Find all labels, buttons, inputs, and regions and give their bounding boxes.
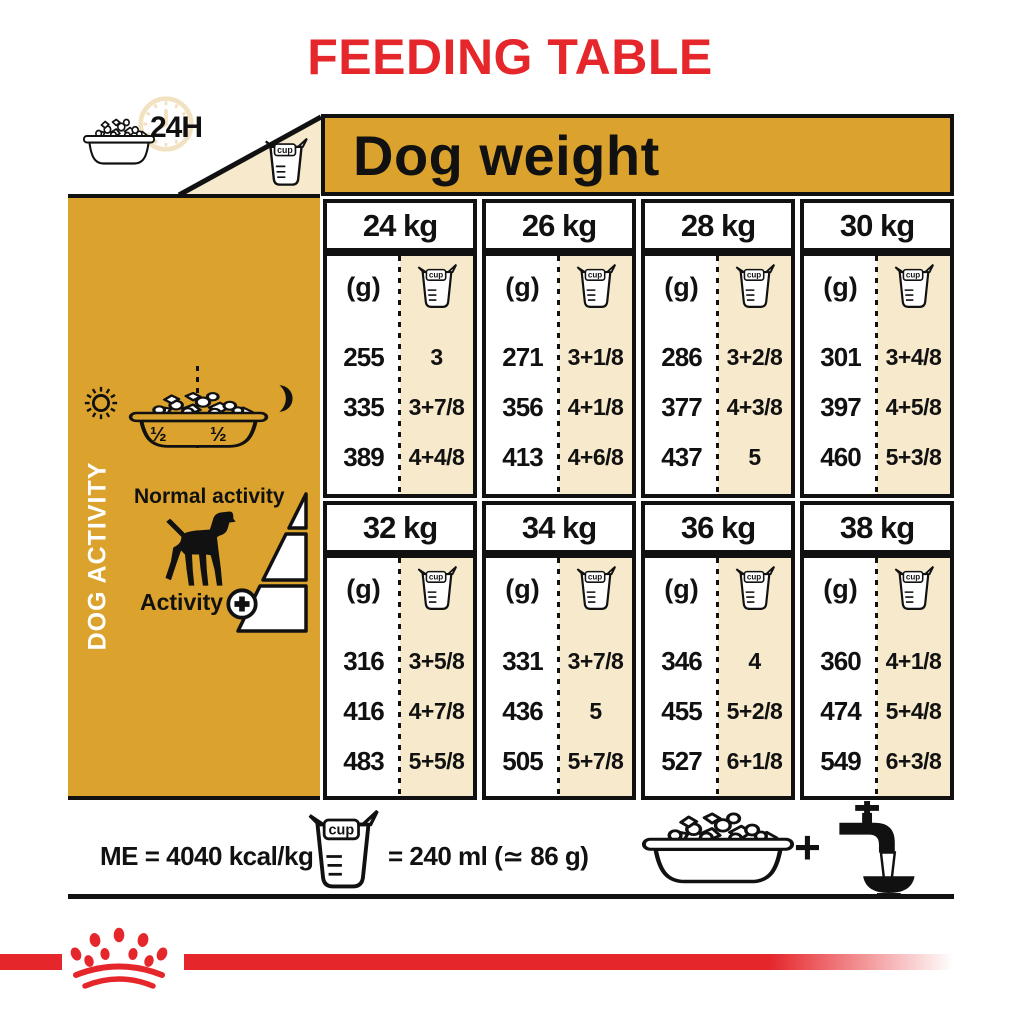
- grams-half: [804, 558, 877, 796]
- plus-sign: +: [794, 821, 821, 873]
- grams-value: 360: [820, 645, 861, 676]
- dotted-divider: [875, 558, 878, 796]
- cups-value: 3+1/8: [567, 343, 624, 370]
- cups-half: [559, 256, 632, 494]
- dog-activity-vertical-label: DOG ACTIVITY: [83, 461, 112, 651]
- weight-body: [800, 554, 954, 800]
- cups-value: 5+4/8: [885, 697, 942, 724]
- cup-equivalence-label: = 240 ml (≃ 86 g): [388, 841, 589, 871]
- grams-value: 397: [820, 391, 861, 422]
- weight-header: [800, 199, 954, 252]
- weight-value: 28 kg: [680, 207, 756, 243]
- cups-half: [400, 558, 473, 796]
- grams-unit-label: (g): [823, 573, 858, 604]
- grams-half: [804, 256, 877, 494]
- grams-unit-label: (g): [664, 271, 699, 302]
- cups-value: 3+7/8: [567, 647, 624, 674]
- cups-value: 4+6/8: [567, 443, 624, 470]
- cups-value: 5+3/8: [885, 443, 942, 470]
- measuring-cup-icon: [735, 566, 775, 612]
- grams-value: 527: [661, 745, 702, 776]
- grams-half: [327, 256, 400, 494]
- cups-value: 3+5/8: [408, 647, 465, 674]
- dotted-divider: [398, 558, 401, 796]
- dotted-divider: [716, 558, 719, 796]
- dog-activity-panel: [68, 194, 320, 800]
- sun-icon: [82, 384, 120, 422]
- cups-value: 5+2/8: [726, 697, 783, 724]
- page-title: FEEDING TABLE: [307, 29, 713, 85]
- grams-value: 271: [502, 341, 543, 372]
- weight-value: 32 kg: [362, 509, 438, 545]
- dotted-divider: [557, 256, 560, 494]
- grams-value: 255: [343, 341, 384, 372]
- weight-header: [482, 501, 636, 554]
- grams-half: [645, 558, 718, 796]
- measuring-cup-icon: [417, 264, 457, 310]
- cups-value: 5: [589, 697, 602, 724]
- dotted-divider: [557, 558, 560, 796]
- grams-unit-label: (g): [664, 573, 699, 604]
- weight-body: [482, 554, 636, 800]
- weight-header: [641, 199, 795, 252]
- measuring-cup-icon: [576, 264, 616, 310]
- weight-body: [323, 252, 477, 498]
- cups-value: 5: [748, 443, 761, 470]
- cups-value: 4+1/8: [885, 647, 942, 674]
- weight-value: 30 kg: [839, 207, 915, 243]
- dog-weight-label: Dog weight: [353, 123, 660, 187]
- cups-value: 5+5/8: [408, 747, 465, 774]
- grams-value: 460: [820, 441, 861, 472]
- weight-body: [482, 252, 636, 498]
- moon-icon: [274, 382, 297, 415]
- measuring-cup-icon: [894, 264, 934, 310]
- weight-column-26kg: [482, 199, 636, 498]
- plus-circle-icon: [225, 587, 259, 621]
- weight-column-34kg: [482, 501, 636, 800]
- grams-value: 455: [661, 695, 702, 726]
- grams-unit-label: (g): [505, 271, 540, 302]
- cups-value: 4+4/8: [408, 443, 465, 470]
- cups-value: 4+7/8: [408, 697, 465, 724]
- weight-header: [323, 199, 477, 252]
- grams-half: [486, 256, 559, 494]
- weight-value: 36 kg: [680, 509, 756, 545]
- cups-half: [400, 256, 473, 494]
- cups-value: 4+3/8: [726, 393, 783, 420]
- grams-value: 483: [343, 745, 384, 776]
- weight-value: 38 kg: [839, 509, 915, 545]
- dog-silhouette-icon: [160, 509, 238, 589]
- royal-canin-crown-logo: [66, 927, 172, 993]
- half-portion-right: ½: [210, 424, 227, 446]
- weight-column-24kg: [323, 199, 477, 498]
- cups-value: 6+3/8: [885, 747, 942, 774]
- dog-weight-header: [321, 114, 954, 196]
- cups-half: [559, 558, 632, 796]
- grams-value: 437: [661, 441, 702, 472]
- weight-value: 26 kg: [521, 207, 597, 243]
- weight-header: [482, 199, 636, 252]
- grams-value: 331: [502, 645, 543, 676]
- measuring-cup-icon: [417, 566, 457, 612]
- grams-unit-label: (g): [505, 573, 540, 604]
- cups-value: 5+7/8: [567, 747, 624, 774]
- grams-value: 389: [343, 441, 384, 472]
- water-tap-icon: [835, 801, 915, 896]
- weight-header: [800, 501, 954, 554]
- measuring-cup-icon: [576, 566, 616, 612]
- weight-body: [641, 252, 795, 498]
- cups-value: 3+4/8: [885, 343, 942, 370]
- weight-column-30kg: [800, 199, 954, 498]
- grams-value: 356: [502, 391, 543, 422]
- me-kcal-label: ME = 4040 kcal/kg: [100, 841, 314, 871]
- weight-column-28kg: [641, 199, 795, 498]
- weight-body: [800, 252, 954, 498]
- grams-value: 474: [820, 695, 861, 726]
- weight-body: [641, 554, 795, 800]
- half-portion-left: ½: [150, 424, 167, 446]
- grams-unit-label: (g): [823, 271, 858, 302]
- grams-value: 377: [661, 391, 702, 422]
- dotted-divider: [875, 256, 878, 494]
- measuring-cup-icon: [264, 138, 308, 188]
- cups-value: 3+2/8: [726, 343, 783, 370]
- cups-half: [718, 558, 791, 796]
- red-bar-right: [184, 954, 954, 970]
- grams-value: 436: [502, 695, 543, 726]
- weight-column-38kg: [800, 501, 954, 800]
- grams-half: [327, 558, 400, 796]
- grams-value: 549: [820, 745, 861, 776]
- cups-value: 3+7/8: [408, 393, 465, 420]
- grams-half: [486, 558, 559, 796]
- grams-value: 316: [343, 645, 384, 676]
- cups-value: 4+1/8: [567, 393, 624, 420]
- weight-column-36kg: [641, 501, 795, 800]
- measuring-cup-icon: [306, 810, 380, 892]
- grams-value: 416: [343, 695, 384, 726]
- weight-body: [323, 554, 477, 800]
- cups-half: [877, 558, 950, 796]
- grams-value: 346: [661, 645, 702, 676]
- grams-unit-label: (g): [346, 271, 381, 302]
- measuring-cup-icon: [735, 264, 775, 310]
- 24h-label: 24H: [150, 111, 203, 144]
- cups-value: 4+5/8: [885, 393, 942, 420]
- cups-half: [718, 256, 791, 494]
- grams-unit-label: (g): [346, 573, 381, 604]
- grams-value: 413: [502, 441, 543, 472]
- cups-value: 6+1/8: [726, 747, 783, 774]
- weight-value: 34 kg: [521, 509, 597, 545]
- footer-divider-line: [68, 894, 954, 899]
- grams-value: 505: [502, 745, 543, 776]
- weight-header: [323, 501, 477, 554]
- dotted-divider: [716, 256, 719, 494]
- red-bar-left: [0, 954, 62, 970]
- dotted-divider: [398, 256, 401, 494]
- measuring-cup-icon: [894, 566, 934, 612]
- grams-value: 335: [343, 391, 384, 422]
- grams-half: [645, 256, 718, 494]
- cups-value: 3: [430, 343, 443, 370]
- split-food-bowl-icon: [127, 390, 270, 453]
- weight-value: 24 kg: [362, 207, 438, 243]
- normal-activity-label: Normal activity: [134, 485, 285, 508]
- cups-value: 4: [748, 647, 761, 674]
- cups-half: [877, 256, 950, 494]
- food-bowl-icon: [640, 810, 796, 890]
- weight-column-32kg: [323, 501, 477, 800]
- grams-value: 301: [820, 341, 861, 372]
- grams-value: 286: [661, 341, 702, 372]
- weight-header: [641, 501, 795, 554]
- activity-plus-label: Activity: [140, 589, 224, 615]
